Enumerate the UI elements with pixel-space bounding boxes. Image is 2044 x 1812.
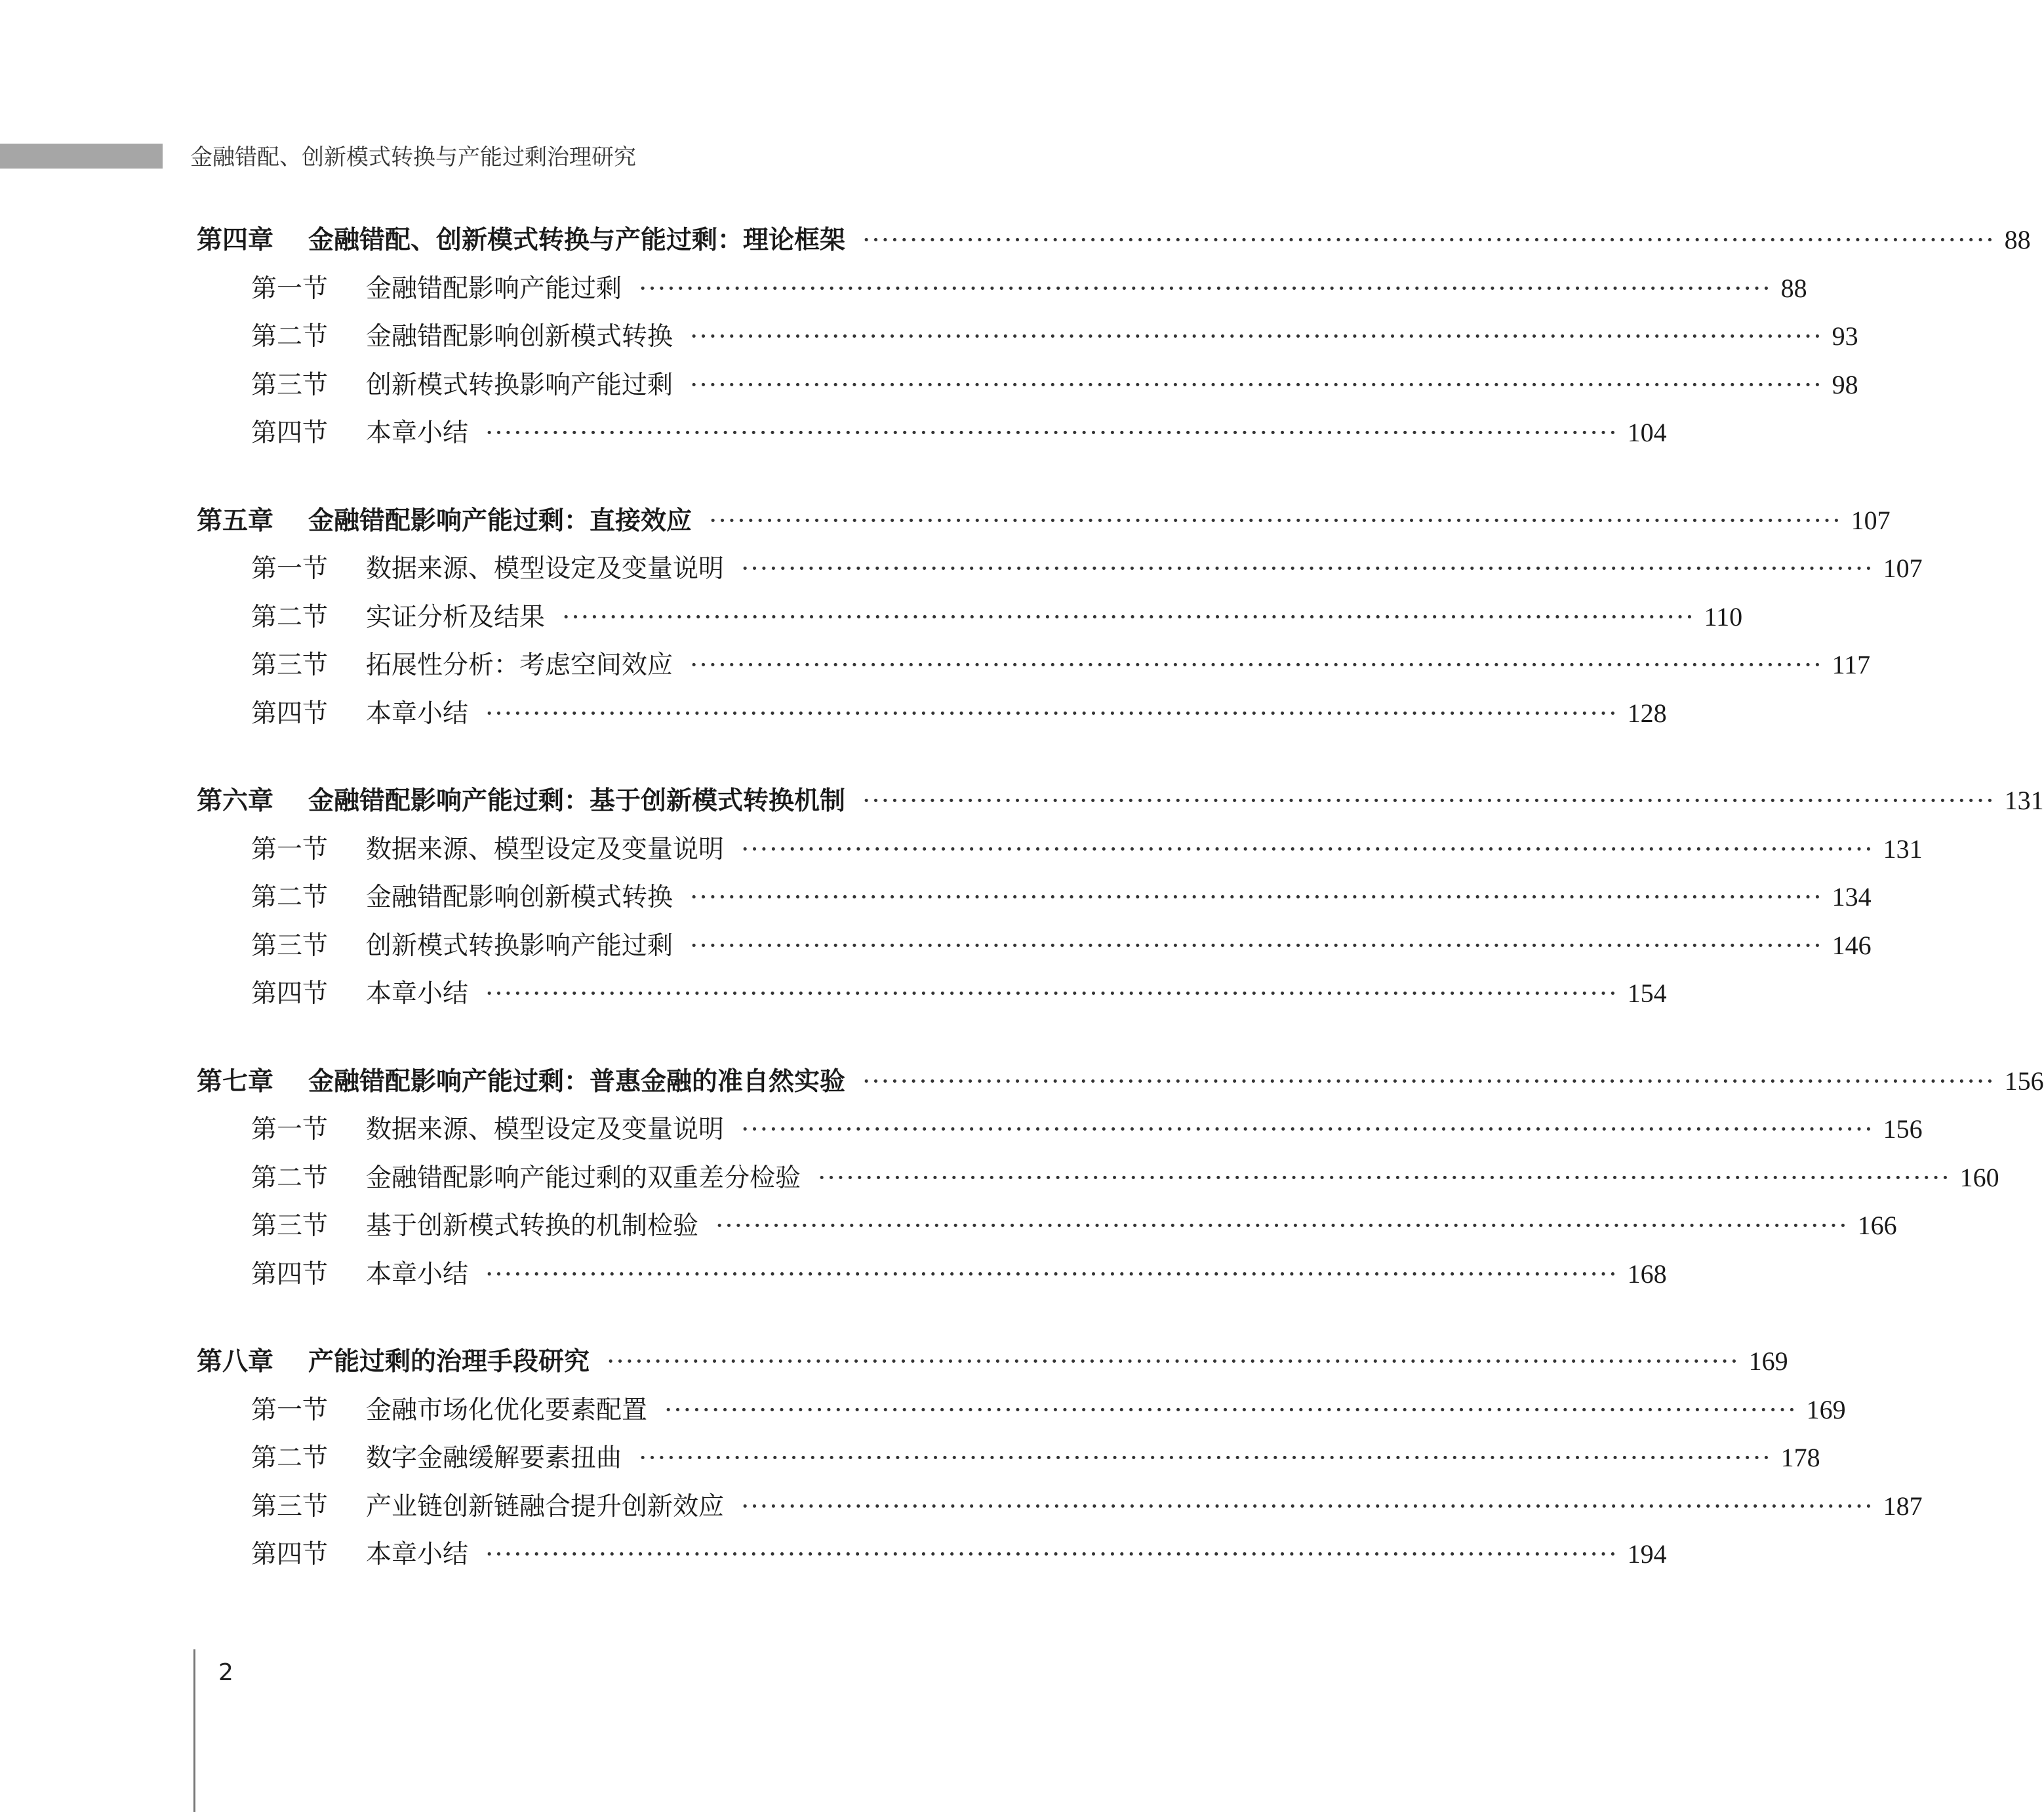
toc-entry-page: 134: [1832, 882, 1872, 912]
toc-section-entry[interactable]: [251, 647, 1871, 683]
toc-entry-number: 第四节: [251, 979, 329, 1009]
toc-entry-page: 110: [1704, 601, 1743, 632]
toc-section-entry[interactable]: [251, 1159, 1999, 1196]
toc-entry-title: 数据来源、模型设定及变量说明: [366, 1115, 725, 1144]
toc-entry-title: 基于创新模式转换的机制检验: [366, 1211, 699, 1241]
toc-entry-number: 第五章: [197, 506, 274, 536]
toc-entry-number: 第四节: [251, 1259, 329, 1289]
toc-entry-number: 第四节: [251, 418, 329, 448]
toc-entry-page: 156: [1883, 1114, 1923, 1144]
toc-entry-page: 156: [2004, 1066, 2044, 1096]
toc-section-entry[interactable]: [251, 599, 1743, 635]
toc-entry-title: 本章小结: [366, 698, 469, 729]
toc-entry-title: 金融错配影响产能过剩: [366, 273, 622, 304]
toc-entry-title: 本章小结: [366, 1540, 469, 1569]
toc-entry-number: 第一节: [251, 1115, 329, 1144]
toc-leader-dots: ························································································································: [690, 931, 1823, 961]
toc-entry-page: 169: [1748, 1346, 1788, 1376]
toc-leader-dots: ························································································································: [690, 370, 1823, 400]
toc-leader-dots: ························································································································: [485, 418, 1618, 448]
toc-entry-page: 131: [2004, 786, 2044, 815]
toc-entry-number: 第三节: [251, 1491, 329, 1521]
header-decor-bar: [0, 144, 163, 169]
footer-rule: [193, 1649, 195, 1812]
toc-entry-page: 160: [1959, 1162, 1999, 1192]
toc-entry-title: 本章小结: [366, 418, 469, 448]
toc-entry-title: 产业链创新链融合提升创新效应: [366, 1491, 725, 1521]
toc-entry-title: 实证分析及结果: [366, 602, 546, 632]
toc-entry-title: 本章小结: [366, 1259, 469, 1289]
toc-entry-number: 第三节: [251, 931, 329, 961]
toc-entry-page: 178: [1780, 1443, 1820, 1472]
toc-section-entry[interactable]: [251, 1256, 1667, 1293]
toc-leader-dots: ························································································································: [485, 979, 1618, 1009]
toc-entry-number: 第一节: [251, 554, 329, 584]
toc-chapter-entry[interactable]: [197, 1063, 2044, 1100]
toc-entry-page: 107: [1883, 554, 1923, 583]
toc-section-entry[interactable]: [251, 367, 1858, 403]
toc-entry-number: 第八章: [197, 1347, 274, 1377]
toc-leader-dots: ························································································································: [741, 834, 1874, 864]
toc-entry-number: 第二节: [251, 602, 329, 632]
toc-entry-number: 第二节: [251, 322, 329, 352]
toc-leader-dots: ························································································································: [862, 226, 1995, 255]
toc-leader-dots: ························································································································: [690, 322, 1823, 352]
toc-leader-dots: ························································································································: [862, 1066, 1995, 1097]
toc-section-entry[interactable]: [251, 1111, 1923, 1148]
toc-entry-number: 第一节: [251, 834, 329, 864]
toc-entry-title: 金融错配影响产能过剩：普惠金融的准自然实验: [308, 1066, 846, 1097]
toc-section-entry[interactable]: [251, 975, 1667, 1012]
toc-section-entry[interactable]: [251, 1488, 1923, 1525]
toc-entry-page: 154: [1627, 978, 1667, 1008]
toc-leader-dots: ························································································································: [639, 273, 1772, 304]
toc-leader-dots: ························································································································: [485, 698, 1618, 729]
toc-entry-page: 146: [1832, 930, 1872, 960]
toc-entry-title: 数据来源、模型设定及变量说明: [366, 554, 725, 584]
toc-entry-page: 169: [1806, 1394, 1846, 1424]
toc-leader-dots: ························································································································: [709, 506, 1842, 536]
toc-entry-page: 98: [1832, 369, 1858, 399]
toc-entry-page: 166: [1857, 1211, 1897, 1240]
toc-section-entry[interactable]: [251, 1207, 1897, 1244]
toc-entry-title: 金融市场化优化要素配置: [366, 1395, 648, 1425]
toc-chapter-entry[interactable]: [197, 222, 2031, 258]
toc-section-entry[interactable]: [251, 927, 1872, 964]
toc-leader-dots: ························································································································: [741, 554, 1874, 584]
toc-chapter-entry[interactable]: [197, 502, 1891, 539]
toc-entry-number: 第四节: [251, 698, 329, 729]
toc-leader-dots: ························································································································: [741, 1115, 1874, 1144]
toc-leader-dots: ························································································································: [664, 1395, 1797, 1425]
toc-entry-page: 131: [1883, 834, 1923, 864]
toc-section-entry[interactable]: [251, 695, 1667, 732]
toc-section-entry[interactable]: [251, 1536, 1667, 1573]
toc-section-entry[interactable]: [251, 831, 1923, 868]
toc-entry-number: 第三节: [251, 1211, 329, 1241]
toc-leader-dots: ························································································································: [485, 1259, 1618, 1289]
toc-entry-page: 128: [1627, 698, 1667, 728]
page-number: 2: [218, 1659, 233, 1686]
toc-entry-number: 第三节: [251, 370, 329, 400]
toc-entry-title: 金融错配影响创新模式转换: [366, 322, 673, 352]
toc-entry-page: 117: [1832, 650, 1871, 679]
toc-entry-title: 金融错配影响产能过剩：基于创新模式转换机制: [308, 786, 846, 816]
toc-entry-title: 金融错配影响产能过剩：直接效应: [308, 506, 692, 536]
toc-section-entry[interactable]: [251, 550, 1923, 587]
toc-leader-dots: ························································································································: [741, 1491, 1874, 1521]
toc-leader-dots: ························································································································: [485, 1540, 1618, 1569]
toc-leader-dots: ························································································································: [715, 1211, 1849, 1241]
toc-entry-title: 金融错配影响创新模式转换: [366, 883, 673, 912]
toc-section-entry[interactable]: [251, 879, 1872, 916]
toc-entry-number: 第四节: [251, 1540, 329, 1569]
toc-entry-number: 第二节: [251, 883, 329, 912]
toc-entry-title: 创新模式转换影响产能过剩: [366, 370, 673, 400]
toc-entry-number: 第六章: [197, 786, 274, 816]
toc-leader-dots: ························································································································: [639, 1443, 1772, 1473]
toc-section-entry[interactable]: [251, 318, 1858, 355]
running-head: 金融错配、创新模式转换与产能过剩治理研究: [190, 144, 636, 171]
toc-section-entry[interactable]: [251, 414, 1667, 451]
toc-section-entry[interactable]: [251, 1440, 1820, 1476]
toc-entry-title: 本章小结: [366, 979, 469, 1009]
toc-entry-page: 107: [1851, 505, 1891, 535]
toc-entry-page: 194: [1627, 1539, 1667, 1569]
toc-leader-dots: ························································································································: [862, 786, 1995, 816]
toc-entry-page: 93: [1832, 321, 1858, 351]
toc-leader-dots: ························································································································: [562, 602, 1695, 632]
toc-leader-dots: ························································································································: [607, 1347, 1740, 1377]
toc-section-entry[interactable]: [251, 270, 1807, 307]
toc-chapter-entry[interactable]: [197, 782, 2044, 819]
toc-entry-title: 创新模式转换影响产能过剩: [366, 931, 673, 961]
toc-entry-number: 第一节: [251, 273, 329, 304]
toc-entry-number: 第三节: [251, 651, 329, 680]
toc-entry-page: 168: [1627, 1258, 1667, 1289]
toc-entry-title: 数据来源、模型设定及变量说明: [366, 834, 725, 864]
toc-entry-page: 187: [1883, 1491, 1923, 1521]
toc-entry-number: 第二节: [251, 1163, 329, 1193]
toc-entry-number: 第一节: [251, 1395, 329, 1425]
toc-section-entry[interactable]: [251, 1392, 1846, 1428]
toc-entry-title: 金融错配、创新模式转换与产能过剩：理论框架: [308, 226, 846, 255]
toc-leader-dots: ························································································································: [690, 883, 1823, 912]
toc-entry-number: 第七章: [197, 1066, 274, 1097]
toc-leader-dots: ························································································································: [818, 1163, 1951, 1193]
toc-entry-title: 产能过剩的治理手段研究: [308, 1347, 590, 1377]
toc-entry-page: 104: [1627, 418, 1667, 447]
toc-entry-title: 数字金融缓解要素扭曲: [366, 1443, 622, 1473]
toc-entry-title: 拓展性分析：考虑空间效应: [366, 651, 673, 680]
toc-entry-number: 第二节: [251, 1443, 329, 1473]
toc-entry-title: 金融错配影响产能过剩的双重差分检验: [366, 1163, 801, 1193]
toc-entry-page: 88: [1780, 273, 1807, 303]
toc-chapter-entry[interactable]: [197, 1343, 1788, 1380]
toc-entry-number: 第四章: [197, 226, 274, 255]
toc-entry-page: 88: [2004, 225, 2031, 254]
toc-leader-dots: ························································································································: [690, 651, 1823, 680]
